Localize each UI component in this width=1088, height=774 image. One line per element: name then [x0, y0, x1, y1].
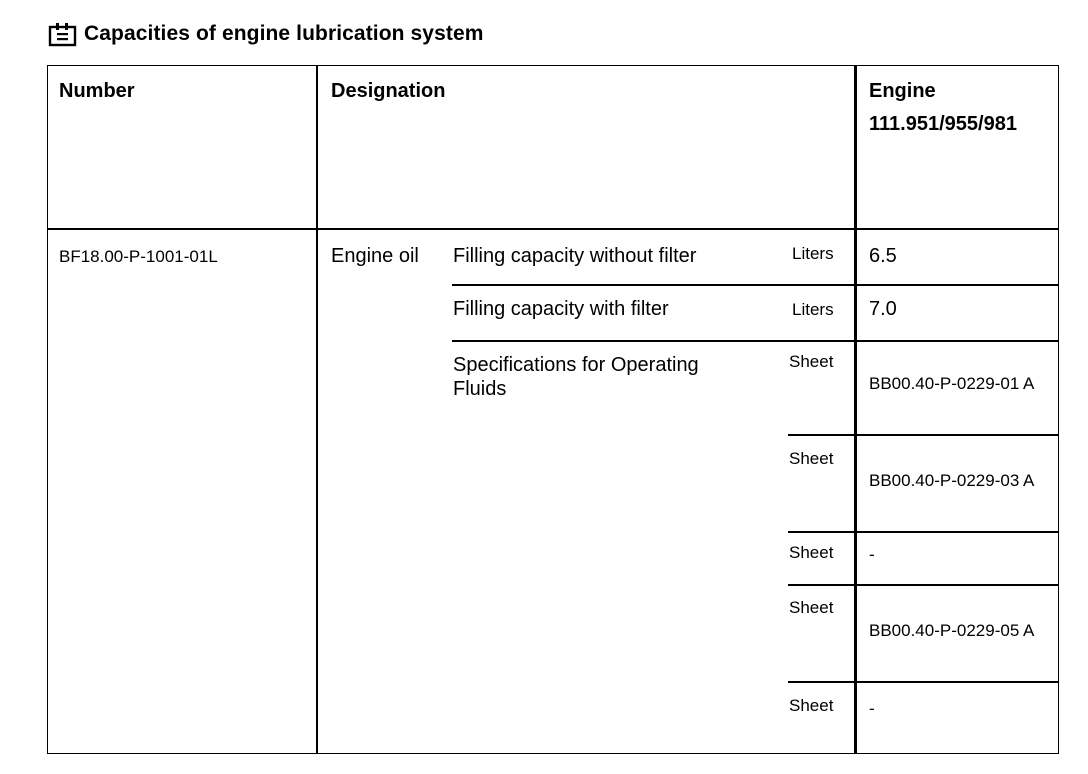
section-title [48, 18, 484, 50]
book-icon [48, 21, 78, 47]
item-value: BB00.40-P-0229-01 A [869, 374, 1035, 393]
item-value: BB00.40-P-0229-05 A [869, 621, 1035, 640]
item-value: 6.5 [869, 245, 897, 267]
row-designation: Engine oil [331, 245, 419, 267]
item-value: 7.0 [869, 298, 897, 320]
item-label: Filling capacity without filter [453, 245, 697, 267]
header-number: Number [59, 80, 135, 102]
item-value: BB00.40-P-0229-03 A [869, 471, 1035, 490]
item-value: - [869, 699, 875, 718]
header-engine-models: 111.951/955/981 [869, 113, 1017, 135]
item-unit: Sheet [789, 598, 834, 617]
item-unit: Sheet [789, 543, 834, 562]
item-unit: Sheet [789, 449, 834, 468]
item-unit: Sheet [789, 352, 834, 371]
row-number: BF18.00-P-1001-01L [59, 247, 218, 266]
header-engine: Engine [869, 80, 936, 102]
item-label: Filling capacity with filter [453, 298, 669, 320]
item-label: Specifications for Operating Fluids [453, 354, 699, 400]
item-unit: Sheet [789, 696, 834, 715]
header-designation: Designation [331, 80, 446, 102]
capacities-table [47, 65, 1059, 754]
item-unit: Liters [792, 244, 834, 263]
item-value: - [869, 545, 875, 564]
page-title: Capacities of engine lubrication system [84, 22, 484, 45]
item-unit: Liters [792, 300, 834, 319]
